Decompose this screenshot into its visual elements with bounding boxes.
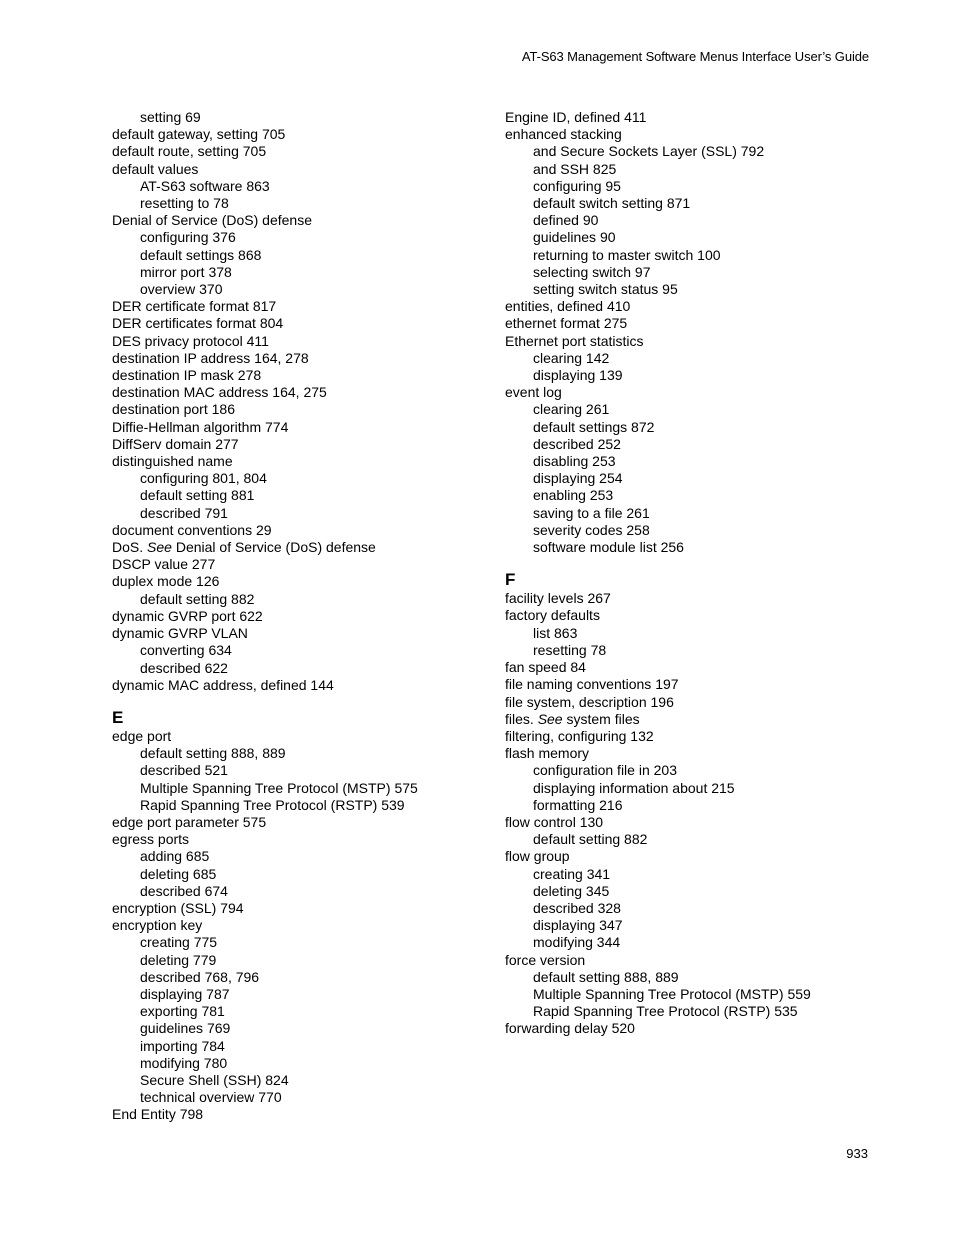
index-entry: flash memory <box>505 745 590 762</box>
index-entry: file naming conventions 197 <box>505 676 679 693</box>
index-subentry: described 328 <box>533 899 621 916</box>
index-entry: edge port parameter 575 <box>112 813 267 830</box>
index-subentry: default settings 868 <box>140 246 262 263</box>
index-subentry: resetting to 78 <box>140 195 229 212</box>
index-subentry: displaying information about 215 <box>533 779 735 796</box>
index-subentry: configuration file in 203 <box>533 762 677 779</box>
index-entry: DiffServ domain 277 <box>112 435 239 452</box>
index-subentry: described 622 <box>140 659 228 676</box>
index-entry: ethernet format 275 <box>505 315 628 332</box>
index-entry: DER certificate format 817 <box>112 298 277 315</box>
index-subentry: default settings 872 <box>533 418 655 435</box>
index-subentry: default switch setting 871 <box>533 195 691 212</box>
index-subentry: displaying 254 <box>533 470 623 487</box>
index-entry: Diffie-Hellman algorithm 774 <box>112 418 289 435</box>
index-subentry: default setting 888, 889 <box>533 968 679 985</box>
index-subentry: configuring 95 <box>533 177 621 194</box>
index-entry: destination port 186 <box>112 401 235 418</box>
index-subentry: displaying 347 <box>533 917 623 934</box>
index-subentry: setting switch status 95 <box>533 281 678 298</box>
running-header: AT-S63 Management Software Menus Interface User’s Guide <box>521 49 869 64</box>
index-subentry: exporting 781 <box>140 1003 225 1020</box>
index-subentry: selecting switch 97 <box>533 263 651 280</box>
index-subentry: and Secure Sockets Layer (SSL) 792 <box>533 143 765 160</box>
index-entry: files. See system files <box>505 710 640 727</box>
index-subentry: Multiple Spanning Tree Protocol (MSTP) 559 <box>533 985 811 1002</box>
index-subentry: default setting 881 <box>140 487 255 504</box>
index-subentry: configuring 801, 804 <box>140 470 267 487</box>
index-subentry: overview 370 <box>140 281 223 298</box>
index-entry: duplex mode 126 <box>112 573 220 590</box>
index-subentry: saving to a file 261 <box>533 504 650 521</box>
index-entry: file system, description 196 <box>505 693 674 710</box>
index-entry: DES privacy protocol 411 <box>112 332 269 349</box>
index-entry: default route, setting 705 <box>112 143 267 160</box>
index-entry: DSCP value 277 <box>112 556 216 573</box>
index-subentry: deleting 779 <box>140 951 217 968</box>
index-entry: Engine ID, defined 411 <box>505 109 647 125</box>
index-entry: distinguished name <box>112 453 233 470</box>
index-subentry: described 521 <box>140 762 228 779</box>
index-entry: flow control 130 <box>505 813 604 830</box>
index-entry: dynamic GVRP VLAN <box>112 625 248 642</box>
index-subentry: enabling 253 <box>533 487 614 504</box>
index-entry: entities, defined 410 <box>505 298 631 315</box>
index-subentry: described 768, 796 <box>140 968 260 985</box>
index-entry: encryption key <box>112 917 203 934</box>
index-subentry: converting 634 <box>140 642 232 659</box>
index-entry: dynamic MAC address, defined 144 <box>112 676 334 693</box>
index-subentry: returning to master switch 100 <box>533 246 721 263</box>
index-entry: enhanced stacking <box>505 126 622 143</box>
index-subentry: described 252 <box>533 435 621 452</box>
index-entry: default values <box>112 160 199 177</box>
index-subentry: creating 775 <box>140 934 218 951</box>
section-letter: F <box>505 570 516 590</box>
index-subentry: defined 90 <box>533 212 599 229</box>
index-subentry: adding 685 <box>140 848 210 865</box>
index-subentry: guidelines 90 <box>533 229 616 246</box>
index-subentry: clearing 261 <box>533 401 610 418</box>
index-subentry: displaying 787 <box>140 985 230 1002</box>
page-number: 933 <box>846 1146 868 1161</box>
index-entry: egress ports <box>112 831 190 848</box>
index-entry: force version <box>505 951 586 968</box>
index-subentry: guidelines 769 <box>140 1020 231 1037</box>
index-subentry: Multiple Spanning Tree Protocol (MSTP) 575 <box>140 779 418 796</box>
index-entry: default gateway, setting 705 <box>112 126 286 143</box>
index-subentry: deleting 685 <box>140 865 217 882</box>
index-subentry: AT-S63 software 863 <box>140 177 270 194</box>
index-subentry: Rapid Spanning Tree Protocol (RSTP) 539 <box>140 796 405 813</box>
index-entry: End Entity 798 <box>112 1106 204 1123</box>
index-subentry: disabling 253 <box>533 453 616 470</box>
index-subentry: technical overview 770 <box>140 1089 282 1106</box>
index-subentry: creating 341 <box>533 865 611 882</box>
index-subentry: list 863 <box>533 624 578 641</box>
index-entry: destination MAC address 164, 275 <box>112 384 327 401</box>
index-entry: destination IP address 164, 278 <box>112 349 309 366</box>
index-entry: encryption (SSL) 794 <box>112 899 244 916</box>
index-column-left <box>112 109 512 1124</box>
index-entry: filtering, configuring 132 <box>505 727 654 744</box>
index-subentry: default setting 882 <box>140 590 255 607</box>
index-subentry: resetting 78 <box>533 641 607 658</box>
index-subentry: and SSH 825 <box>533 160 617 177</box>
index-entry: Denial of Service (DoS) defense <box>112 212 312 229</box>
index-subentry: clearing 142 <box>533 349 610 366</box>
index-subentry: Secure Shell (SSH) 824 <box>140 1071 289 1088</box>
index-subentry: deleting 345 <box>533 882 610 899</box>
index-subentry: described 674 <box>140 882 228 899</box>
index-subentry: configuring 376 <box>140 229 236 246</box>
index-subentry: modifying 344 <box>533 934 621 951</box>
index-column-right <box>505 109 905 1038</box>
index-subentry: mirror port 378 <box>140 263 232 280</box>
index-entry: DoS. See Denial of Service (DoS) defense <box>112 539 376 556</box>
index-subentry: importing 784 <box>140 1037 225 1054</box>
index-subentry: Rapid Spanning Tree Protocol (RSTP) 535 <box>533 1003 798 1020</box>
section-letter: E <box>112 707 124 727</box>
index-subentry: displaying 139 <box>533 367 623 384</box>
index-entry: fan speed 84 <box>505 659 586 676</box>
index-subentry: software module list 256 <box>533 539 684 556</box>
index-entry: event log <box>505 384 562 401</box>
index-entry: facility levels 267 <box>505 590 611 607</box>
index-subentry: setting 69 <box>140 109 201 125</box>
index-subentry: described 791 <box>140 504 228 521</box>
index-entry: edge port <box>112 727 172 744</box>
index-subentry: default setting 888, 889 <box>140 745 286 762</box>
index-subentry: modifying 780 <box>140 1054 228 1071</box>
index-entry: forwarding delay 520 <box>505 1020 635 1037</box>
index-entry: document conventions 29 <box>112 521 272 538</box>
index-entry: DER certificates format 804 <box>112 315 284 332</box>
index-subentry: default setting 882 <box>533 831 648 848</box>
index-subentry: formatting 216 <box>533 796 623 813</box>
index-entry: Ethernet port statistics <box>505 332 644 349</box>
index-entry: dynamic GVRP port 622 <box>112 607 263 624</box>
index-entry: destination IP mask 278 <box>112 367 262 384</box>
index-subentry: severity codes 258 <box>533 521 650 538</box>
index-entry: factory defaults <box>505 607 600 624</box>
index-entry: flow group <box>505 848 570 865</box>
